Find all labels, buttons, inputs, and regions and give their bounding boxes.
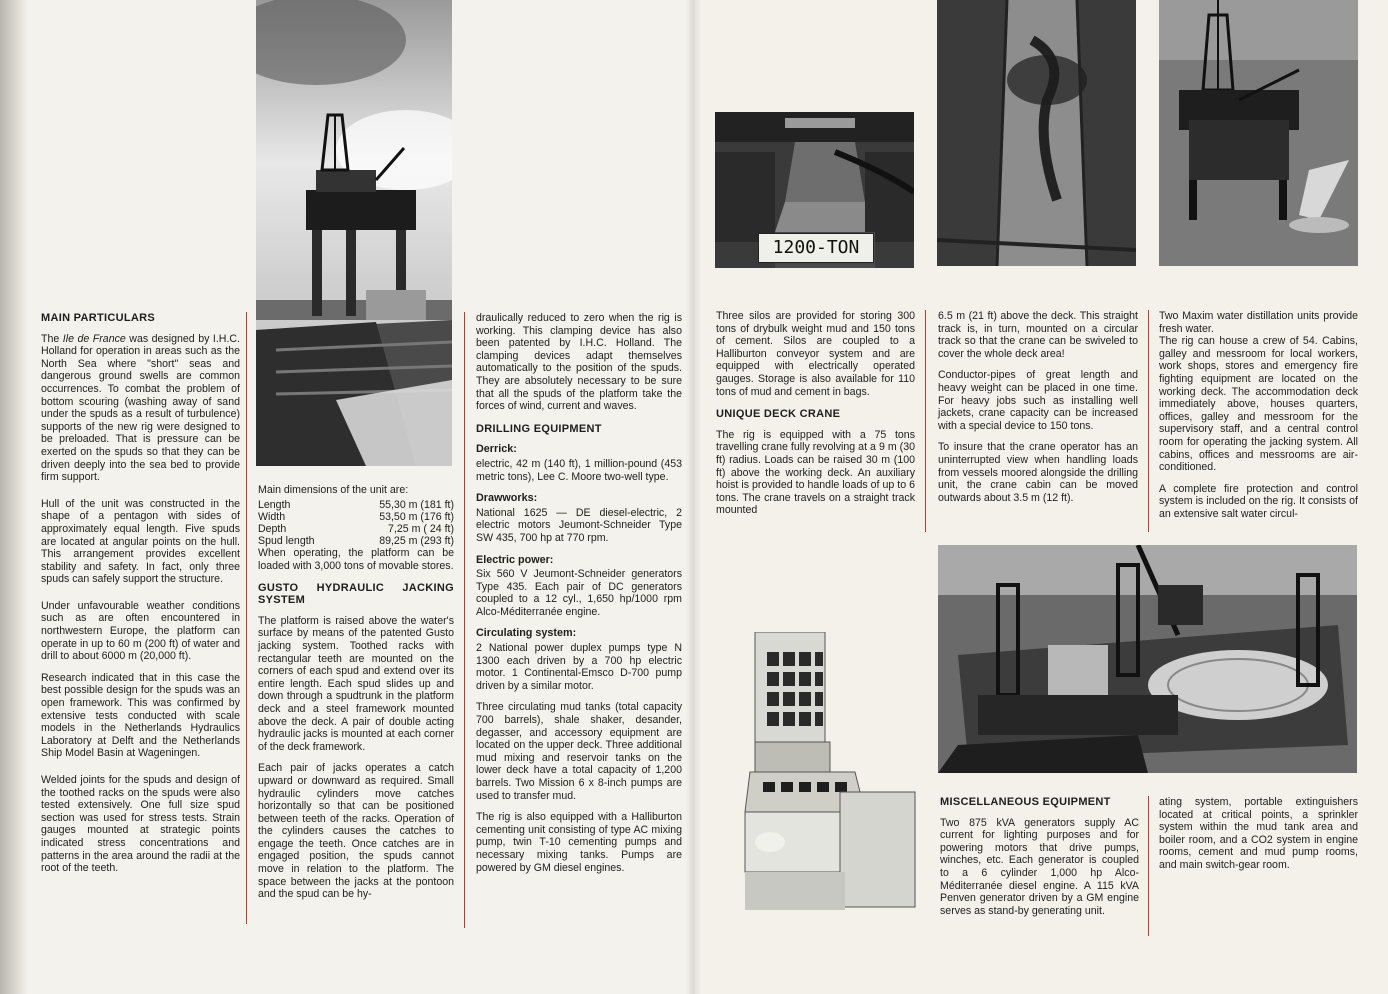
heading-main-particulars: MAIN PARTICULARS xyxy=(41,312,155,324)
column-rule xyxy=(1148,310,1149,532)
photo-rig-at-sea xyxy=(1159,0,1358,266)
subheading-electric-power: Electric power: xyxy=(476,553,554,566)
dimensions-table xyxy=(258,499,454,548)
right-column-misc-continued xyxy=(1159,796,1358,881)
photo-control-console xyxy=(715,632,920,910)
paragraph: A complete fire protection and control system is included on the rig. It consists of an extensive salt water circul- xyxy=(1159,482,1358,520)
dim-value: 89,25 m (293 ft) xyxy=(379,535,454,548)
dim-label: Spud length xyxy=(258,535,315,548)
left-column-1 xyxy=(41,312,240,884)
paragraph: Under unfavourable weather conditions such as are often encountered in northwestern Europe, the platform can operate in up to 60 m (200 ft) of water and drill to about 6000 m (20,000 ft). xyxy=(41,599,240,663)
right-column-misc xyxy=(940,796,1139,926)
paragraph: 2 National power duplex pumps type N 1300 each driven by a 700 hp electric motor. 1 Continental-Emsco D-700 pump driven by a similar motor. xyxy=(476,642,682,692)
subheading-circulating-system: Circulating system: xyxy=(476,627,577,640)
paragraph: The rig can house a crew of 54. Cabins, galley and messroom for local workers, work shops, stores and emergency fire fighting equipment are located on the working deck. The accommodation deck immediately above, houses quarters, offices, galley and messroom for the supervisory staff, and a central control room for operating the jacking system. All cabins, offices and messrooms are air-conditioned. xyxy=(1159,335,1358,474)
paragraph: The platform is raised above the water's surface by means of the patented Gusto jacking system. Toothed racks with rectangular teeth are mounted on the corners of each spud and extend over its entire length. Each spud slides up and down through a spudtrunk in the platform deck and a steel framework mounted above the deck. A pair of double acting hydraulic jacks is mounted at each corner of the deck framework. xyxy=(258,614,454,753)
subheading-derrick: Derrick: xyxy=(476,443,517,456)
capacity-sign: 1200-TON xyxy=(758,233,874,263)
column-rule xyxy=(925,310,926,532)
right-column-2 xyxy=(938,310,1138,513)
paragraph: Three silos are provided for storing 300 tons of drybulk weight mud and 150 tons of cement. Silos are coupled to a Halliburton conveyor system and are equipped with electrically operated gauges. Storage is also available for 110 tons of mud and cement in bags. xyxy=(716,310,915,398)
dims-intro: Main dimensions of the unit are: xyxy=(258,484,409,496)
photo-jackup-rig xyxy=(256,0,452,466)
paragraph: The rig is also equipped with a Halliburton cementing unit consisting of type AC mixing pump, twin T-10 cementing pumps and necessary mixing tanks. Pumps are powered by GM diesel engines. xyxy=(476,811,682,874)
paragraph: Welded joints for the spuds and design of the toothed racks on the spuds were also tested extensively. One full size spud section was used for stress tests. Strain gauges mounted at strategic points indicated stress concentrations and patterns in the area around the radii at the root of the teeth. xyxy=(41,774,240,875)
right-column-1 xyxy=(716,310,915,526)
paragraph: National 1625 — DE diesel-electric, 2 electric motors Jeumont-Schneider Type SW 435, 700 hp at 770 rpm. xyxy=(476,506,682,544)
heading-miscellaneous-equipment: MISCELLANEOUS EQUIPMENT xyxy=(940,796,1111,808)
table-row xyxy=(258,499,454,511)
dim-value: 7,25 m ( 24 ft) xyxy=(388,523,454,535)
page-edge-shadow xyxy=(0,0,28,994)
dim-value: 53,50 m (176 ft) xyxy=(379,510,454,523)
paragraph: To insure that the crane operator has an uninterrupted view when handling loads from vessels moored alongside the drilling unit, the crane cabin can be moved outwards about 3.5 m (12 ft). xyxy=(938,441,1138,504)
table-row xyxy=(258,511,454,523)
left-column-3 xyxy=(476,312,682,883)
paragraph: Three circulating mud tanks (total capacity 700 barrels), shale shaker, desander, degasser, and accessory equipment are located on the upper deck. Three additional mud mixing and reservoir tanks on the lower deck have a total capacity of 1,200 barrels. Two Mission 6 x 8-inch pumps are used to transfer mud. xyxy=(476,701,682,802)
paragraph: ating system, portable extinguishers located at critical points, a sprinkler system within the mud tank area and boiler room, and a CO2 system in engine rooms, cement and mud pump rooms, and main switch-gear room. xyxy=(1159,796,1358,871)
column-rule xyxy=(464,312,465,928)
right-column-3 xyxy=(1159,310,1358,530)
ship-name: Ile de France xyxy=(62,332,126,345)
table-row xyxy=(258,535,454,547)
dim-value: 55,30 m (181 ft) xyxy=(379,498,454,511)
text-run: was designed by I.H.C. Holland for operation in areas such as the North Sea where "short" seas and dangerous ground swells are common occurrences. To combat the problem of bottom scouring (washing away of sand under the spuds as a result of turbulence) supports of the new rig were designed to be preloaded. That is pressure can be exerted on the spuds so that they can be driven deeply into the sea bed to provide firm support. xyxy=(41,332,240,484)
paragraph: Conductor-pipes of great length and heavy weight can be placed in one time. For heavy jobs such as installing well jackets, crane capacity can be increased with a special device to 150 tons. xyxy=(938,369,1138,432)
paragraph: electric, 42 m (140 ft), 1 million-pound (453 metric tons), Lee C. Moore two-well type. xyxy=(476,457,682,483)
subheading-drawworks: Drawworks: xyxy=(476,492,538,505)
paragraph: The rig is equipped with a 75 tons travelling crane fully revolving at a 9 m (30 ft) radius. Loads can be raised 30 m (100 ft) above the working deck. An auxiliary hoist is provided to handle loads of up to 6 tons. The crane travels on a straight track mounted xyxy=(716,428,915,517)
paragraph: Six 560 V Jeumont-Schneider generators Type 435. Each pair of DC generators coupled to a 12 cyl., 1,650 hp/1000 rpm Alco-Méditerranée engine. xyxy=(476,568,682,618)
table-row xyxy=(258,523,454,535)
paragraph: draulically reduced to zero when the rig is working. This clamping device has also been patented by I.H.C. Holland. The clamping devices adapt themselves automatically to the position of the spuds. They are absolutely necessary to be sure that all the spuds of the platform take the forces of wind, current and waves. xyxy=(476,312,682,413)
dim-label: Depth xyxy=(258,523,287,535)
photo-rig-deck-aerial xyxy=(938,545,1357,773)
paragraph: 6.5 m (21 ft) above the deck. This straight track is, in turn, mounted on a circular track so that the crane can be swiveled to cover the whole deck area! xyxy=(938,310,1138,360)
paragraph: Hull of the unit was constructed in the shape of a pentagon with sides of approximately equal length. Five spuds are located at angular points on the hull. This arrangement provides excellent stability and safety. In fact, only three spuds can safely support the structure. xyxy=(41,497,240,586)
dim-label: Width xyxy=(258,510,286,523)
heading-gusto-jacking: GUSTO HYDRAULIC JACKING SYSTEM xyxy=(258,581,454,607)
heading-drilling-equipment: DRILLING EQUIPMENT xyxy=(476,422,602,435)
left-column-2 xyxy=(258,484,454,910)
paragraph: When operating, the platform can be loaded with 3,000 tons of movable stores. xyxy=(258,547,454,572)
column-rule xyxy=(1148,796,1149,936)
heading-unique-deck-crane: UNIQUE DECK CRANE xyxy=(716,408,841,421)
photo-spud-leg-interior xyxy=(937,0,1136,266)
dim-label: Length xyxy=(258,498,291,511)
photo-1200-ton-jack xyxy=(715,112,914,268)
text-run: The xyxy=(41,332,63,345)
column-rule xyxy=(246,312,247,924)
center-gutter xyxy=(686,0,702,994)
paragraph: Two Maxim water distillation units provide fresh water. xyxy=(1159,310,1358,335)
paragraph: Research indicated that in this case the best possible design for the spuds was an open framework. This was confirmed by extensive tests conducted with scale models in the Netherlands Hydraulics Laboratory at Delft and the Netherlands Ship Model Basin at Wageningen. xyxy=(41,671,240,760)
paragraph: Each pair of jacks operates a catch upward or downward as required. Small hydraulic cylinders move catches horizontally so that can be positioned between teeth of the racks. Operation of the cylinders causes the catches to engage the teeth. Once catches are in engaged position, the spuds cannot move in relation to the platform. The space between the jacks at the pontoon and the spud can be hy- xyxy=(258,762,454,901)
paragraph xyxy=(41,333,240,484)
paragraph: Two 875 kVA generators supply AC current for lighting purposes and for powering motors that drive pumps, winches, etc. Each generator is coupled to a 6 cylinder 1,000 hp Alco-Méditerranée diesel engine. A 115 kVA Penven generator driven by a GM engine serves as stand-by generating unit. xyxy=(940,816,1139,917)
